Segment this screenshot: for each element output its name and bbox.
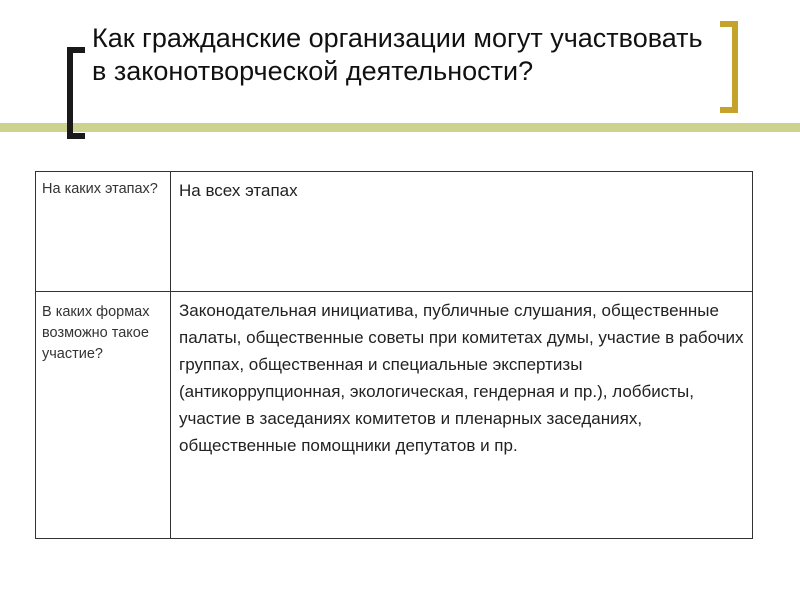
slide-title: Как гражданские организации могут участвовать в законотворческой деятельности? <box>92 23 703 86</box>
answer-cell: На всех этапах <box>171 172 753 292</box>
question-cell: В каких формах возможно такое участие? <box>36 292 171 539</box>
left-bracket-decoration <box>67 47 85 139</box>
answer-cell: Законодательная инициатива, публичные слушания, общественные палаты, общественные советы при комитетах думы, участие в рабочих группах, общественная и специальные экспертизы (антикоррупционная, экологическая, гендерная и пр.), лоббисты, участие в заседаниях комитетов и пленарных заседаниях, общественные помощники депутатов и пр. <box>171 292 753 539</box>
table-row <box>36 292 753 539</box>
question-cell: На каких этапах? <box>36 172 171 292</box>
title-underline <box>0 123 800 132</box>
right-bracket-decoration <box>720 21 738 113</box>
table-row <box>36 172 753 292</box>
info-table <box>35 171 753 539</box>
